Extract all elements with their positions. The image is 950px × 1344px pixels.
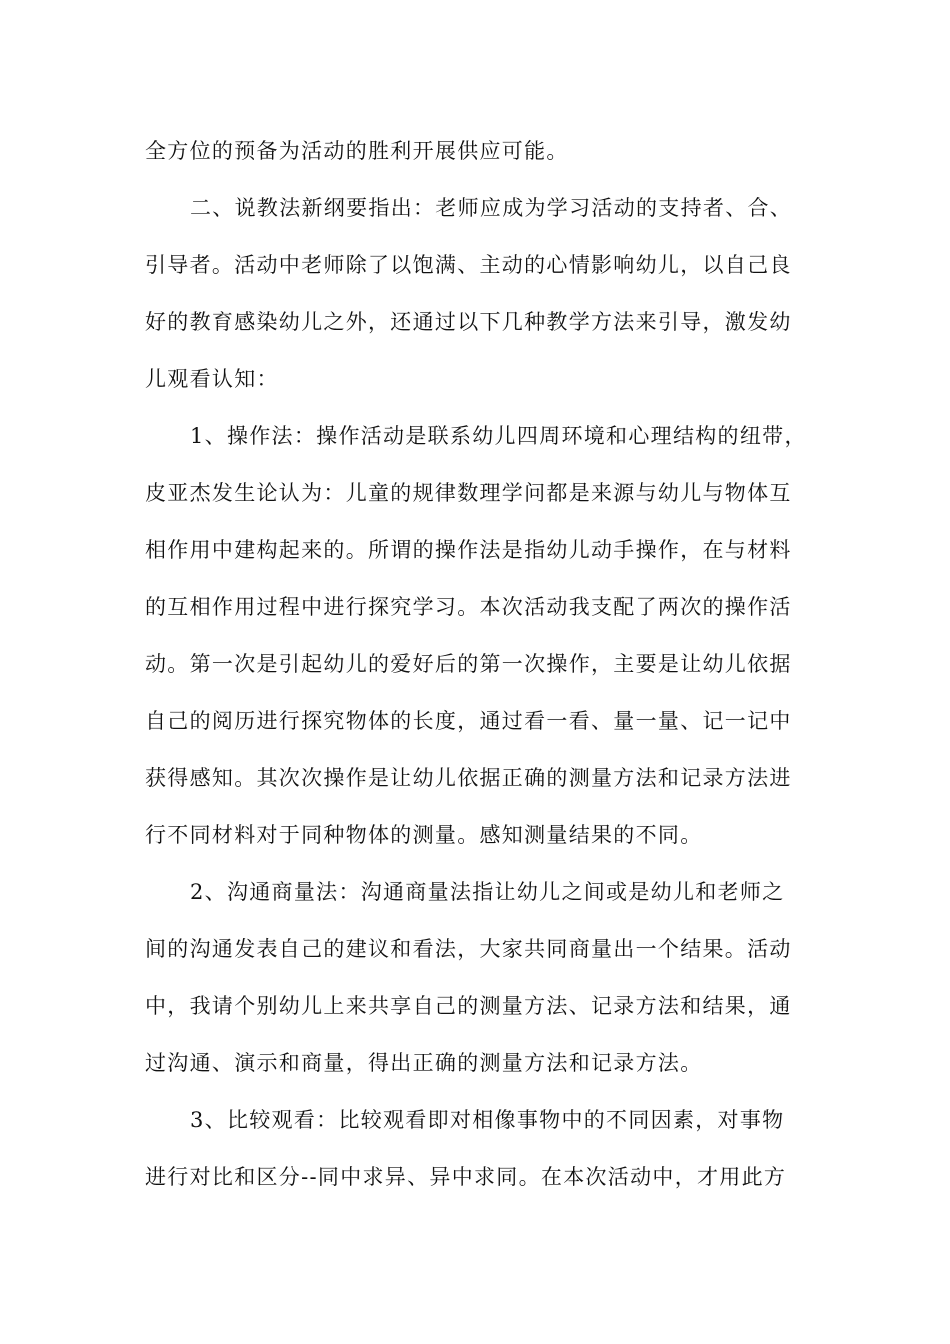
- paragraph-start: 3、比较观看：比较观看即对相像事物中的不同因素，对事物: [190, 1108, 785, 1132]
- text-line: 中，我请个别幼儿上来共享自己的测量方法、记录方法和结果，通: [145, 994, 792, 1018]
- text-line: 皮亚杰发生论认为：儿童的规律数理学问都是来源与幼儿与物体互: [145, 481, 792, 505]
- paragraph-start: 2、沟通商量法：沟通商量法指让幼儿之间或是幼儿和老师之: [190, 880, 785, 904]
- text-line: 自己的阅历进行探究物体的长度，通过看一看、量一量、记一记中: [145, 709, 792, 733]
- text-line: 好的教育感染幼儿之外，还通过以下几种教学方法来引导，激发幼: [145, 310, 792, 334]
- text-line: 引导者。活动中老师除了以饱满、主动的心情影响幼儿，以自己良: [145, 253, 792, 277]
- text-line: 过沟通、演示和商量，得出正确的测量方法和记录方法。: [145, 1051, 703, 1075]
- text-line: 进行对比和区分--同中求异、异中求同。在本次活动中，才用此方: [145, 1165, 787, 1189]
- text-line: 儿观看认知：: [145, 367, 279, 391]
- paragraph-start: 1、操作法：操作活动是联系幼儿四周环境和心理结构的纽带，: [190, 424, 807, 448]
- text-line: 全方位的预备为活动的胜利开展供应可能。: [145, 139, 569, 163]
- text-line: 间的沟通发表自己的建议和看法，大家共同商量出一个结果。活动: [145, 937, 792, 961]
- text-line: 行不同材料对于同种物体的测量。感知测量结果的不同。: [145, 823, 703, 847]
- text-line: 获得感知。其次次操作是让幼儿依据正确的测量方法和记录方法进: [145, 766, 792, 790]
- text-line: 动。第一次是引起幼儿的爱好后的第一次操作，主要是让幼儿依据: [145, 652, 792, 676]
- text-line: 的互相作用过程中进行探究学习。本次活动我支配了两次的操作活: [145, 595, 792, 619]
- section-heading: 二、说教法新纲要指出：老师应成为学习活动的支持者、合、: [190, 196, 793, 220]
- text-line: 相作用中建构起来的。所谓的操作法是指幼儿动手操作，在与材料: [145, 538, 792, 562]
